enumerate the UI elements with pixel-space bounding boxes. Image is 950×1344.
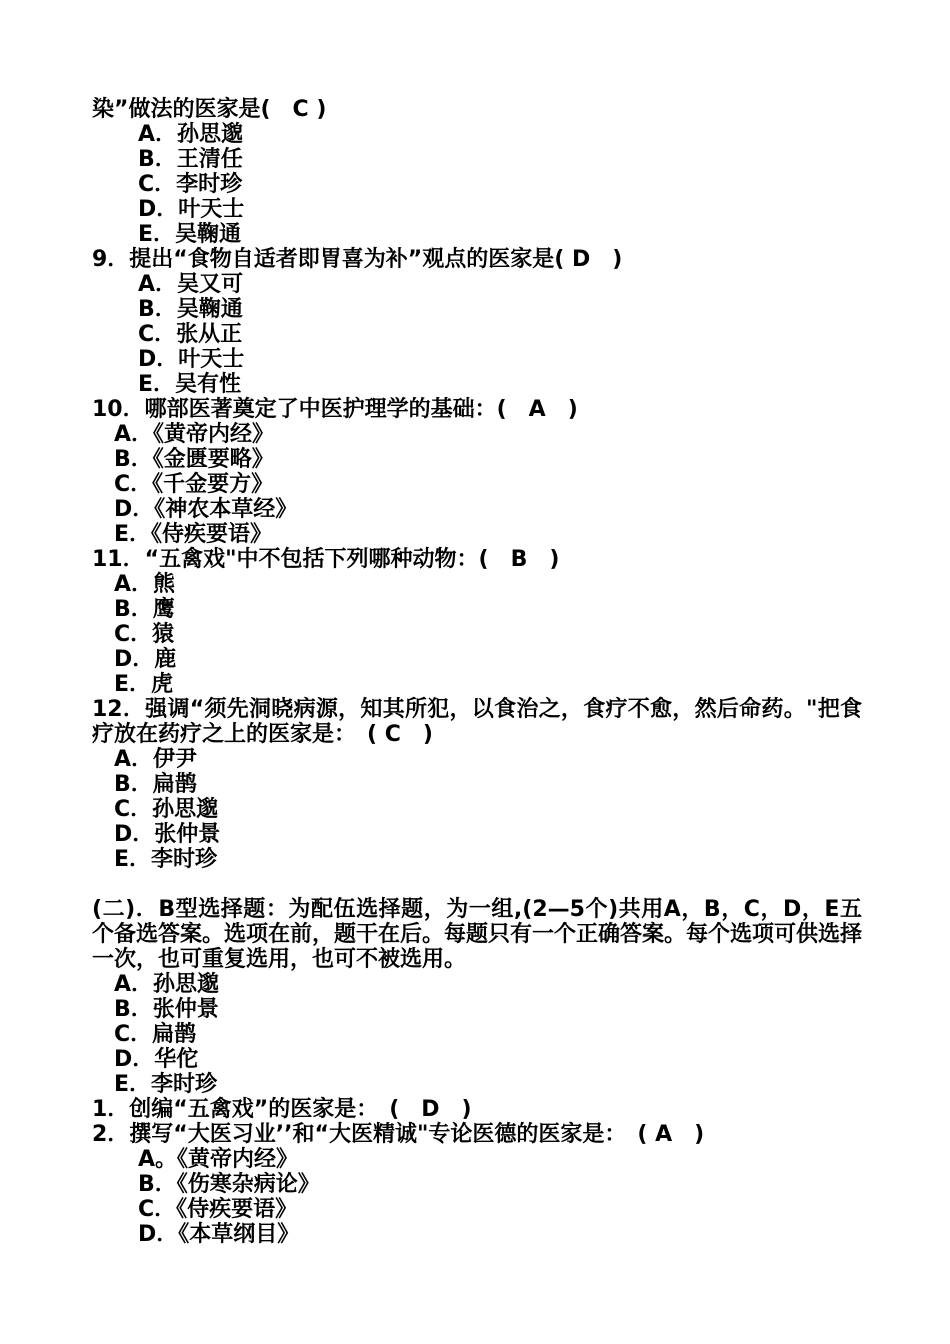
section-gap	[92, 872, 872, 897]
section-b-q2-option-d: D．《本草纲目》	[138, 1222, 300, 1247]
q12-option-a: A．伊尹	[114, 747, 198, 772]
q9-option-e: E．吴有性	[138, 372, 242, 397]
q12-option-d: D．张仲景	[114, 822, 221, 847]
q9-option-d: D．叶天士	[138, 347, 245, 372]
q8-option-d: D．叶天士	[138, 197, 245, 222]
q8-option-b: B．王清任	[138, 147, 243, 172]
q10-stem: 10．哪部医著奠定了中医护理学的基础：( A )	[92, 397, 578, 422]
section-b-option-c: C．扁鹊	[114, 1022, 197, 1047]
section-b-q2-option-a: A。《黄帝内经》	[138, 1147, 299, 1172]
q11-option-d: D．鹿	[114, 647, 177, 672]
q12-stem: 12．强调“须先洞晓病源，知其所犯，以食治之，食疗不愈，然后命药。"把食疗放在药疗之上的医家是： ( C )	[92, 697, 862, 747]
q9-option-a: A．吴又可	[138, 272, 244, 297]
q12-option-e: E．李时珍	[114, 847, 218, 872]
section-b-intro: (二)．B型选择题：为配伍选择题，为一组,(2—5个)共用A，B，C，D，E五个备选答案。选项在前，题干在后。每题只有一个正确答案。每个选项可供选择一次，也可重复选用，也可不被选用。	[92, 897, 863, 972]
q9-option-b: B．吴鞠通	[138, 297, 243, 322]
q9-stem: 9．提出“食物自适者即胃喜为补”观点的医家是( D )	[92, 247, 623, 272]
q8-option-a: A．孙思邈	[138, 122, 244, 147]
q11-option-c: C．猿	[114, 622, 175, 647]
q10-option-a: A．《黄帝内经》	[114, 422, 275, 447]
section-b-option-a: A．孙思邈	[114, 972, 220, 997]
section-b-q2-option-b: B．《伤寒杂病论》	[138, 1172, 320, 1197]
section-b-q2: 2．撰写“大医习业’’和“大医精诚"专论医德的医家是： ( A )	[92, 1122, 705, 1147]
section-b-option-b: B．张仲景	[114, 997, 219, 1022]
document-page	[92, 97, 872, 1247]
q10-option-d: D．《神农本草经》	[114, 497, 298, 522]
section-b-q1: 1．创编“五禽戏”的医家是： ( D )	[92, 1097, 472, 1122]
q8-stem: 染”做法的医家是( C )	[92, 97, 327, 122]
section-b-option-d: D．华佗	[114, 1047, 199, 1072]
q10-option-e: E．《侍疾要语》	[114, 522, 273, 547]
q8-option-e: E．吴鞠通	[138, 222, 242, 247]
q11-option-b: B．鹰	[114, 597, 175, 622]
q8-option-c: C．李时珍	[138, 172, 243, 197]
q12-option-c: C．孙思邈	[114, 797, 219, 822]
q12-option-b: B．扁鹊	[114, 772, 197, 797]
q9-option-c: C．张从正	[138, 322, 243, 347]
q11-option-a: A．熊	[114, 572, 176, 597]
q11-stem: 11．“五禽戏"中不包括下列哪种动物：( B )	[92, 547, 560, 572]
q10-option-b: B．《金匮要略》	[114, 447, 274, 472]
q10-option-c: C．《千金要方》	[114, 472, 274, 497]
q11-option-e: E．虎	[114, 672, 174, 697]
section-b-option-e: E．李时珍	[114, 1072, 218, 1097]
section-b-q2-option-c: C．《侍疾要语》	[138, 1197, 298, 1222]
